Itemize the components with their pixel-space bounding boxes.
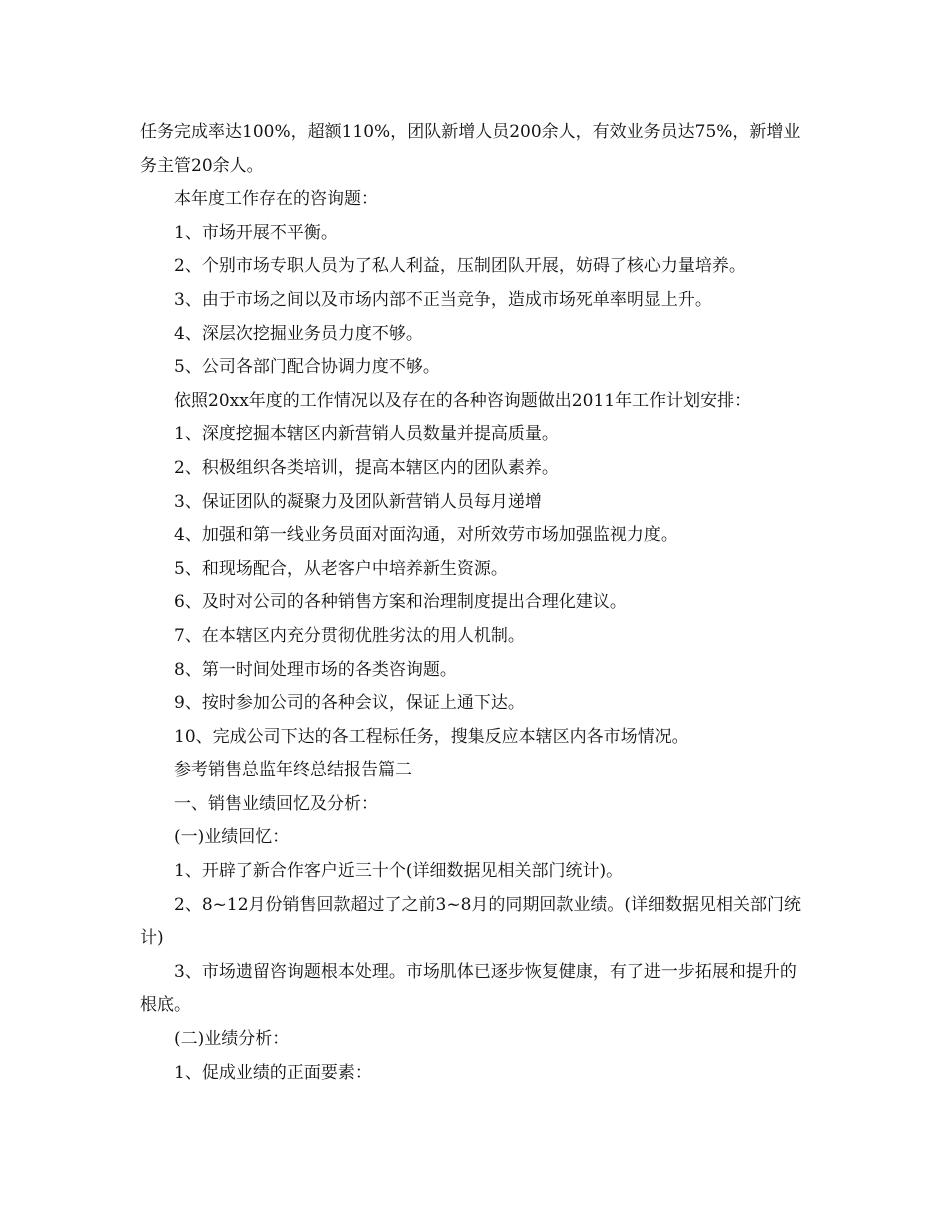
list-item: 2、8~12月份销售回款超过了之前3~8月的同期回款业绩。(详细数据见相关部门统计) xyxy=(140,894,802,949)
list-item: 2、积极组织各类培训，提高本辖区内的团队素养。 xyxy=(174,457,559,478)
section-heading: 一、销售业绩回忆及分析： xyxy=(174,793,378,814)
list-item: 1、开辟了新合作客户近三十个(详细数据见相关部门统计)。 xyxy=(174,861,624,882)
list-item: 1、深度挖掘本辖区内新营销人员数量并提高质量。 xyxy=(174,424,559,445)
list-item: 8、第一时间处理市场的各类咨询题。 xyxy=(174,659,457,680)
subsection-heading: (一)业绩回忆： xyxy=(174,827,290,848)
paragraph: 任务完成率达100%，超额110%，团队新增人员200余人，有效业务员达75%，新增业务主管20余人。 xyxy=(140,122,801,176)
list-item: 4、深层次挖掘业务员力度不够。 xyxy=(174,323,423,344)
list-item: 5、公司各部门配合协调力度不够。 xyxy=(174,357,440,378)
list-item: 3、市场遗留咨询题根本处理。市场肌体已逐步恢复健康，有了进一步拓展和提升的根底。 xyxy=(140,961,797,1016)
list-item: 3、由于市场之间以及市场内部不正当竞争，造成市场死单率明显上升。 xyxy=(174,289,712,310)
list-item: 2、个别市场专职人员为了私人利益，压制团队开展，妨碍了核心力量培养。 xyxy=(174,256,746,277)
list-item: 10、完成公司下达的各工程标任务，搜集反应本辖区内各市场情况。 xyxy=(174,726,689,747)
list-item: 9、按时参加公司的各种会议，保证上通下达。 xyxy=(174,693,525,714)
list-item: 6、及时对公司的各种销售方案和治理制度提出合理化建议。 xyxy=(174,592,627,613)
paragraph: 依照20xx年度的工作情况以及存在的各种咨询题做出2011年工作计划安排： xyxy=(174,390,752,411)
subsection-heading: (二)业绩分析： xyxy=(174,1029,290,1050)
section-heading: 参考销售总监年终总结报告篇二 xyxy=(174,760,412,781)
list-item: 4、加强和第一线业务员面对面沟通，对所效劳市场加强监视力度。 xyxy=(174,525,678,546)
list-item: 1、促成业绩的正面要素： xyxy=(174,1062,372,1083)
paragraph: 本年度工作存在的咨询题： xyxy=(174,189,378,210)
list-item: 3、保证团队的凝聚力及团队新营销人员每月递增 xyxy=(174,491,542,512)
list-item: 1、市场开展不平衡。 xyxy=(174,222,338,243)
list-item: 5、和现场配合，从老客户中培养新生资源。 xyxy=(174,558,508,579)
list-item: 7、在本辖区内充分贯彻优胜劣汰的用人机制。 xyxy=(174,625,525,646)
document-body xyxy=(140,116,812,1090)
